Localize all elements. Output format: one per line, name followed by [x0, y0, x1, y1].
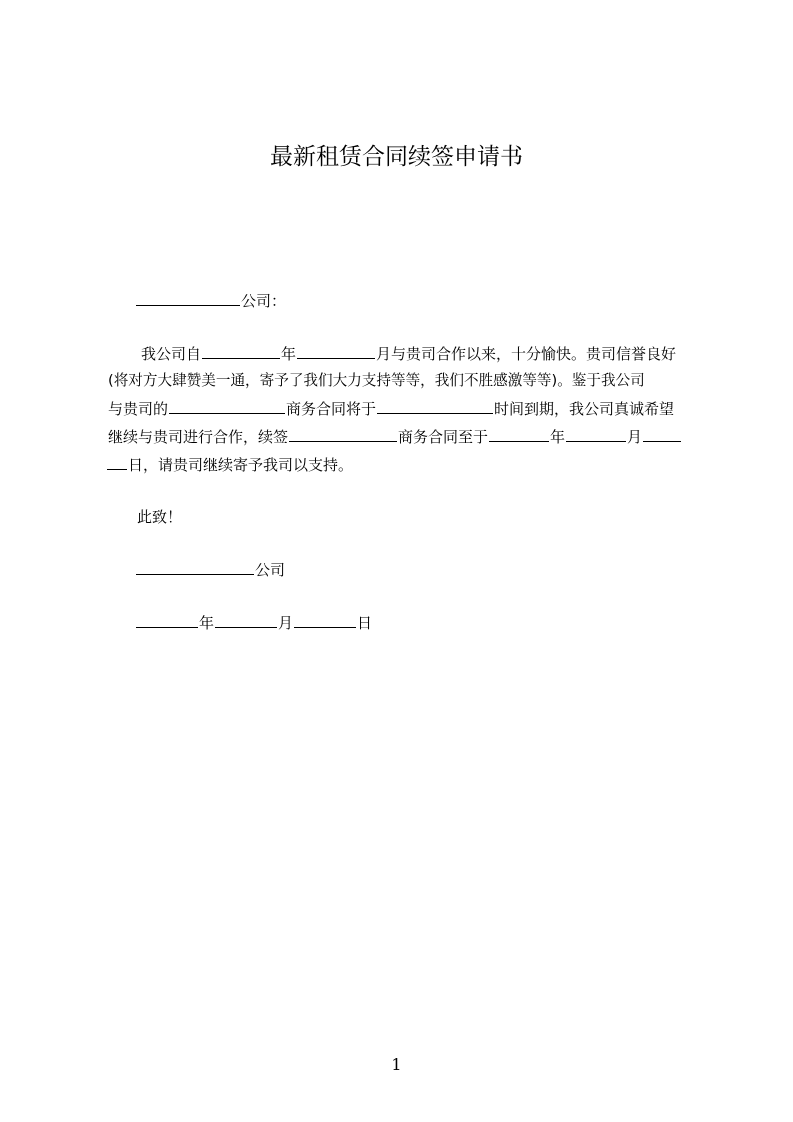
signature-suffix: 公司 — [255, 561, 286, 579]
date-month-blank — [215, 612, 277, 628]
renew-contract-blank — [289, 426, 397, 442]
renew-year-blank — [489, 426, 549, 442]
body-text: 商务合同将于 — [286, 400, 377, 418]
closing: 此致！ — [137, 508, 183, 526]
body-text: 时间到期，我公司真诚希望 — [494, 400, 675, 418]
date-year-blank — [136, 612, 198, 628]
date-day-label: 日 — [357, 614, 373, 632]
salutation-line — [135, 288, 286, 314]
body-line-2 — [108, 368, 645, 394]
body-line-3 — [108, 396, 674, 422]
signature-line — [135, 557, 285, 583]
date-day-blank — [294, 612, 356, 628]
page-number: 1 — [391, 1055, 402, 1074]
body-text: 继续与贵司进行合作，续签 — [108, 428, 289, 446]
expiry-time-blank — [377, 398, 493, 414]
renew-day-blank-cont — [107, 454, 127, 470]
company-name-blank — [136, 290, 240, 306]
contract-name-blank — [169, 398, 285, 414]
body-text: 月 — [627, 428, 643, 446]
signature-company-blank — [136, 559, 254, 575]
renew-day-blank — [643, 426, 681, 442]
body-text: 我公司自 — [141, 345, 202, 363]
body-text: 年 — [281, 345, 297, 363]
body-line-1 — [141, 341, 676, 367]
date-year-label: 年 — [199, 614, 215, 632]
body-text: 年 — [550, 428, 566, 446]
body-text: 月与贵司合作以来，十分愉快。贵司信誉良好 — [376, 345, 677, 363]
body-text: 与贵司的 — [108, 400, 169, 418]
month-blank — [297, 343, 375, 359]
date-month-label: 月 — [278, 614, 294, 632]
body-text: (将对方大肆赞美一通，寄予了我们大力支持等等，我们不胜感激等等)。鉴于我公司 — [108, 372, 645, 389]
body-line-4 — [108, 424, 682, 450]
document-title: 最新租赁合同续签申请书 — [270, 144, 523, 170]
body-line-5 — [106, 452, 353, 478]
renew-month-blank — [566, 426, 626, 442]
date-line — [135, 610, 372, 636]
body-text: 日，请贵司继续寄予我司以支持。 — [128, 456, 354, 474]
year-blank — [202, 343, 280, 359]
body-text: 商务合同至于 — [398, 428, 489, 446]
salutation-suffix: 公司： — [241, 292, 287, 310]
